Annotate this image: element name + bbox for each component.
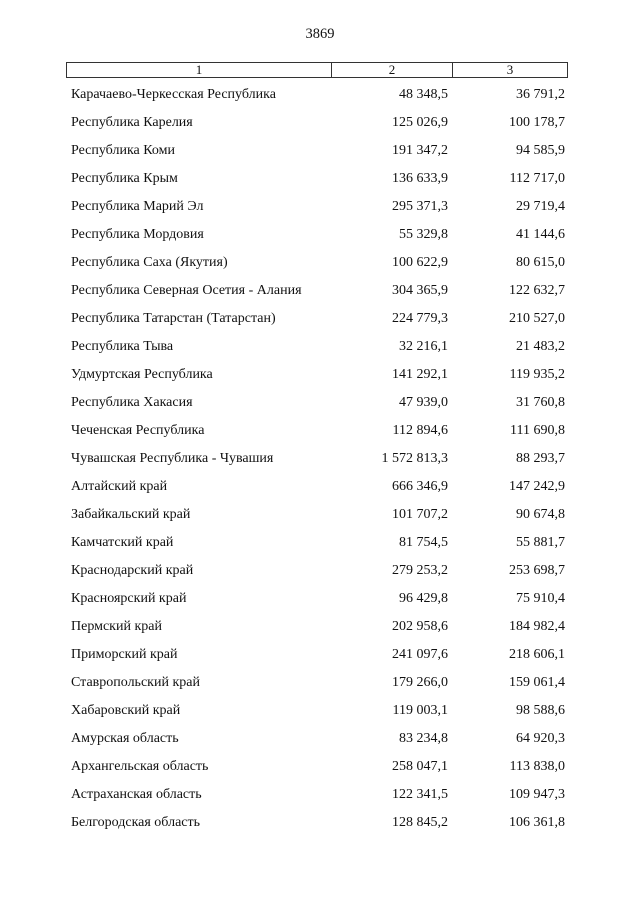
region-name-cell: Республика Хакасия — [71, 395, 193, 410]
value-col3-cell: 122 632,7 — [509, 283, 565, 298]
value-col2-cell: 241 097,6 — [392, 647, 448, 662]
value-col3-cell: 253 698,7 — [509, 563, 565, 578]
table-row — [0, 393, 640, 421]
region-name-cell: Архангельская область — [71, 759, 209, 774]
table-row — [0, 505, 640, 533]
region-name-cell: Республика Марий Эл — [71, 199, 204, 214]
value-col3-cell: 111 690,8 — [510, 423, 565, 438]
column-header-1: 1 — [67, 63, 332, 77]
value-col2-cell: 1 572 813,3 — [381, 451, 448, 466]
value-col2-cell: 47 939,0 — [399, 395, 448, 410]
table-row — [0, 617, 640, 645]
value-col3-cell: 98 588,6 — [516, 703, 565, 718]
table-row — [0, 533, 640, 561]
region-name-cell: Хабаровский край — [71, 703, 181, 718]
value-col3-cell: 36 791,2 — [516, 87, 565, 102]
region-name-cell: Республика Татарстан (Татарстан) — [71, 311, 276, 326]
region-name-cell: Чувашская Республика - Чувашия — [71, 451, 274, 466]
value-col2-cell: 112 894,6 — [392, 423, 448, 438]
table-row — [0, 589, 640, 617]
value-col3-cell: 119 935,2 — [509, 367, 565, 382]
value-col3-cell: 21 483,2 — [516, 339, 565, 354]
table-row — [0, 477, 640, 505]
region-name-cell: Красноярский край — [71, 591, 187, 606]
value-col3-cell: 218 606,1 — [509, 647, 565, 662]
value-col2-cell: 96 429,8 — [399, 591, 448, 606]
table-row — [0, 253, 640, 281]
table-row — [0, 141, 640, 169]
table-row — [0, 309, 640, 337]
table-row — [0, 197, 640, 225]
value-col3-cell: 113 838,0 — [509, 759, 565, 774]
value-col2-cell: 279 253,2 — [392, 563, 448, 578]
value-col3-cell: 112 717,0 — [509, 171, 565, 186]
table-row — [0, 337, 640, 365]
value-col2-cell: 100 622,9 — [392, 255, 448, 270]
table-row — [0, 729, 640, 757]
value-col3-cell: 159 061,4 — [509, 675, 565, 690]
table-row — [0, 365, 640, 393]
value-col3-cell: 147 242,9 — [509, 479, 565, 494]
value-col2-cell: 128 845,2 — [392, 815, 448, 830]
region-name-cell: Республика Тыва — [71, 339, 174, 354]
region-name-cell: Краснодарский край — [71, 563, 194, 578]
value-col3-cell: 29 719,4 — [516, 199, 565, 214]
value-col2-cell: 122 341,5 — [392, 787, 448, 802]
page-number: 3869 — [305, 26, 335, 42]
value-col2-cell: 258 047,1 — [392, 759, 448, 774]
table-row — [0, 673, 640, 701]
table-row — [0, 421, 640, 449]
region-name-cell: Белгородская область — [71, 815, 201, 830]
region-name-cell: Алтайский край — [71, 479, 168, 494]
region-name-cell: Республика Карелия — [71, 115, 193, 130]
value-col2-cell: 304 365,9 — [392, 283, 448, 298]
value-col2-cell: 48 348,5 — [399, 87, 448, 102]
value-col2-cell: 136 633,9 — [392, 171, 448, 186]
table-row — [0, 813, 640, 841]
table-row — [0, 281, 640, 309]
table-body — [0, 85, 640, 841]
value-col2-cell: 119 003,1 — [392, 703, 448, 718]
region-name-cell: Республика Коми — [71, 143, 175, 158]
value-col3-cell: 88 293,7 — [516, 451, 565, 466]
value-col3-cell: 64 920,3 — [516, 731, 565, 746]
value-col3-cell: 55 881,7 — [516, 535, 565, 550]
value-col3-cell: 41 144,6 — [516, 227, 565, 242]
value-col3-cell: 109 947,3 — [509, 787, 565, 802]
table-row — [0, 449, 640, 477]
value-col3-cell: 80 615,0 — [516, 255, 565, 270]
region-name-cell: Пермский край — [71, 619, 162, 634]
column-header-2: 2 — [332, 63, 453, 77]
region-name-cell: Амурская область — [71, 731, 179, 746]
table-row — [0, 701, 640, 729]
value-col2-cell: 101 707,2 — [392, 507, 448, 522]
value-col2-cell: 55 329,8 — [399, 227, 448, 242]
value-col3-cell: 75 910,4 — [516, 591, 565, 606]
value-col2-cell: 32 216,1 — [399, 339, 448, 354]
value-col2-cell: 125 026,9 — [392, 115, 448, 130]
region-name-cell: Карачаево-Черкесская Республика — [71, 87, 276, 102]
value-col2-cell: 141 292,1 — [392, 367, 448, 382]
value-col3-cell: 90 674,8 — [516, 507, 565, 522]
value-col2-cell: 295 371,3 — [392, 199, 448, 214]
value-col2-cell: 666 346,9 — [392, 479, 448, 494]
region-name-cell: Удмуртская Республика — [71, 367, 213, 382]
value-col3-cell: 184 982,4 — [509, 619, 565, 634]
table-row — [0, 561, 640, 589]
table-row — [0, 645, 640, 673]
table-row — [0, 785, 640, 813]
value-col2-cell: 81 754,5 — [399, 535, 448, 550]
region-name-cell: Республика Крым — [71, 171, 178, 186]
value-col3-cell: 31 760,8 — [516, 395, 565, 410]
region-name-cell: Астраханская область — [71, 787, 202, 802]
table-row — [0, 113, 640, 141]
table-row — [0, 225, 640, 253]
region-name-cell: Республика Саха (Якутия) — [71, 255, 228, 270]
region-name-cell: Чеченская Республика — [71, 423, 205, 438]
value-col3-cell: 100 178,7 — [509, 115, 565, 130]
region-name-cell: Ставропольский край — [71, 675, 200, 690]
region-name-cell: Республика Северная Осетия - Алания — [71, 283, 302, 298]
table-header — [66, 62, 568, 78]
value-col3-cell: 210 527,0 — [509, 311, 565, 326]
value-col2-cell: 224 779,3 — [392, 311, 448, 326]
table-row — [0, 85, 640, 113]
region-name-cell: Республика Мордовия — [71, 227, 204, 242]
value-col2-cell: 191 347,2 — [392, 143, 448, 158]
value-col3-cell: 94 585,9 — [516, 143, 565, 158]
table-row — [0, 757, 640, 785]
region-name-cell: Камчатский край — [71, 535, 174, 550]
value-col2-cell: 202 958,6 — [392, 619, 448, 634]
value-col2-cell: 179 266,0 — [392, 675, 448, 690]
region-name-cell: Приморский край — [71, 647, 178, 662]
table-row — [0, 169, 640, 197]
column-header-3: 3 — [506, 62, 514, 77]
region-name-cell: Забайкальский край — [71, 507, 191, 522]
value-col2-cell: 83 234,8 — [399, 731, 448, 746]
value-col3-cell: 106 361,8 — [509, 815, 565, 830]
